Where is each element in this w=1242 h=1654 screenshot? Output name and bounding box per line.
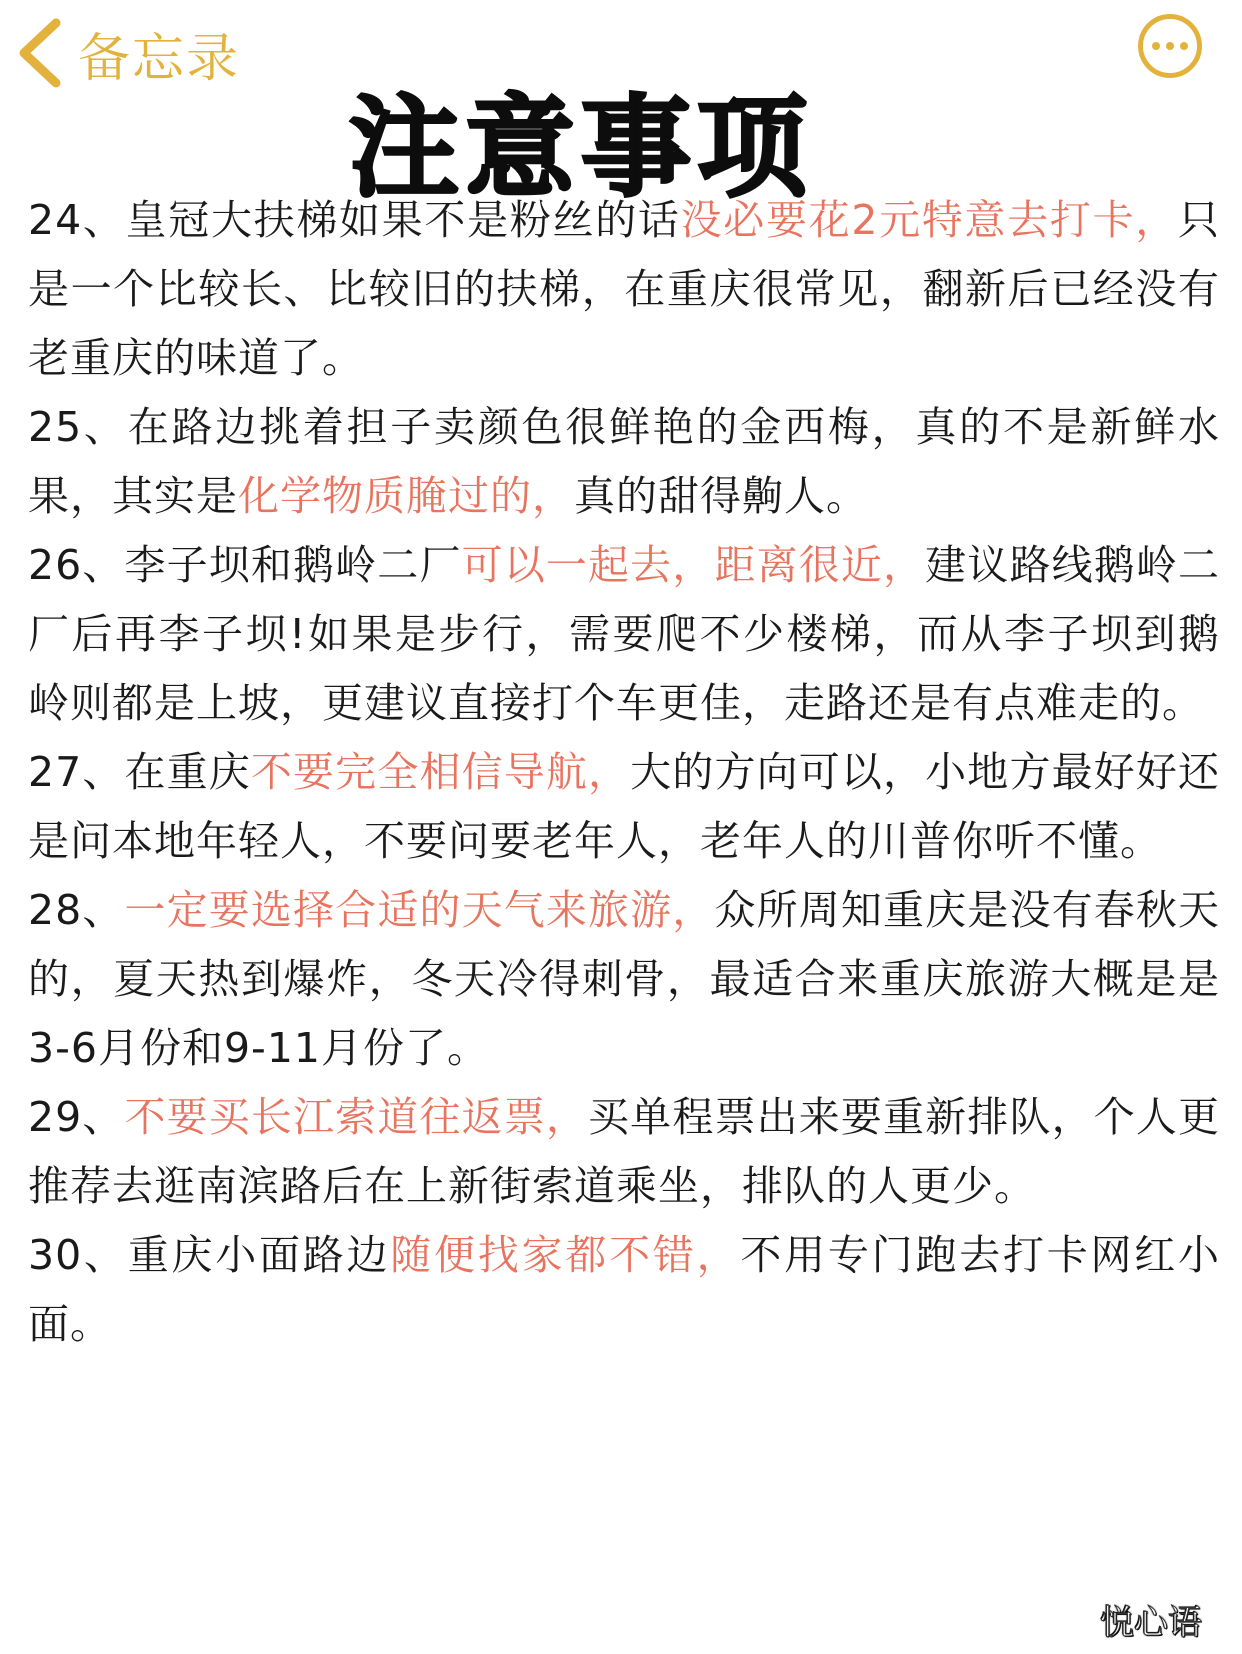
note-item bbox=[28, 876, 1220, 1083]
note-text: 只是一个比较长、比较旧的扶梯，在重庆很常见，翻新后已经没有老重庆的味道了。 bbox=[28, 196, 1220, 382]
note-text: 30、重庆小面路边 bbox=[28, 1231, 391, 1279]
note-text: 26、李子坝和鹅岭二厂 bbox=[28, 541, 462, 589]
note-item bbox=[28, 1221, 1220, 1359]
note-text: 众所周知重庆是没有春秋天的，夏天热到爆炸，冬天冷得刺骨，最适合来重庆旅游大概是是3-6月份和9-11月份了。 bbox=[28, 886, 1221, 1072]
more-icon-dot bbox=[1180, 42, 1188, 50]
note-item bbox=[28, 738, 1220, 876]
note-text: 大的方向可以，小地方最好好还是问本地年轻人，不要问要老年人，老年人的川普你听不懂。 bbox=[28, 748, 1221, 865]
note-highlight: 随便找家都不错， bbox=[390, 1231, 741, 1279]
note-text: 不用专门跑去打卡网红小面。 bbox=[28, 1231, 1221, 1348]
note-item bbox=[28, 1083, 1220, 1221]
watermark: 悦心语 bbox=[1100, 1603, 1202, 1643]
more-icon bbox=[1152, 42, 1160, 50]
note-text: 28、 bbox=[28, 886, 125, 934]
note-highlight: 可以一起去，距离很近， bbox=[461, 541, 926, 589]
note-text: 真的甜得齁人。 bbox=[574, 472, 868, 520]
note-text: 29、 bbox=[28, 1093, 125, 1141]
note-highlight: 不要买长江索道往返票， bbox=[124, 1093, 589, 1141]
note-item bbox=[28, 393, 1220, 531]
note-text: 24、皇冠大扶梯如果不是粉丝的话 bbox=[28, 196, 681, 244]
more-icon-dot bbox=[1166, 42, 1174, 50]
note-highlight: 没必要花2元特意去打卡， bbox=[680, 196, 1178, 244]
note-text: 建议路线鹅岭二厂后再李子坝!如果是步行，需要爬不少楼梯，而从李子坝到鹅岭则都是上坡，更建议直接打个车更佳，走路还是有点难走的。 bbox=[28, 541, 1221, 727]
back-label: 备忘录 bbox=[78, 28, 241, 89]
note-item bbox=[28, 186, 1220, 393]
note-text: 买单程票出来要重新排队，个人更推荐去逛南滨路后在上新街索道乘坐，排队的人更少。 bbox=[28, 1093, 1221, 1210]
note-highlight: 不要完全相信导航， bbox=[250, 748, 631, 796]
notes-list bbox=[28, 186, 1220, 1359]
note-highlight: 化学物质腌过的， bbox=[238, 472, 574, 520]
note-item bbox=[28, 531, 1220, 738]
note-text: 25、在路边挑着担子卖颜色很鲜艳的金西梅，真的不是新鲜水果，其实是 bbox=[28, 403, 1220, 520]
note-highlight: 一定要选择合适的天气来旅游， bbox=[124, 886, 715, 934]
note-text: 27、在重庆 bbox=[28, 748, 251, 796]
page-title: 注意事项 bbox=[349, 84, 813, 212]
